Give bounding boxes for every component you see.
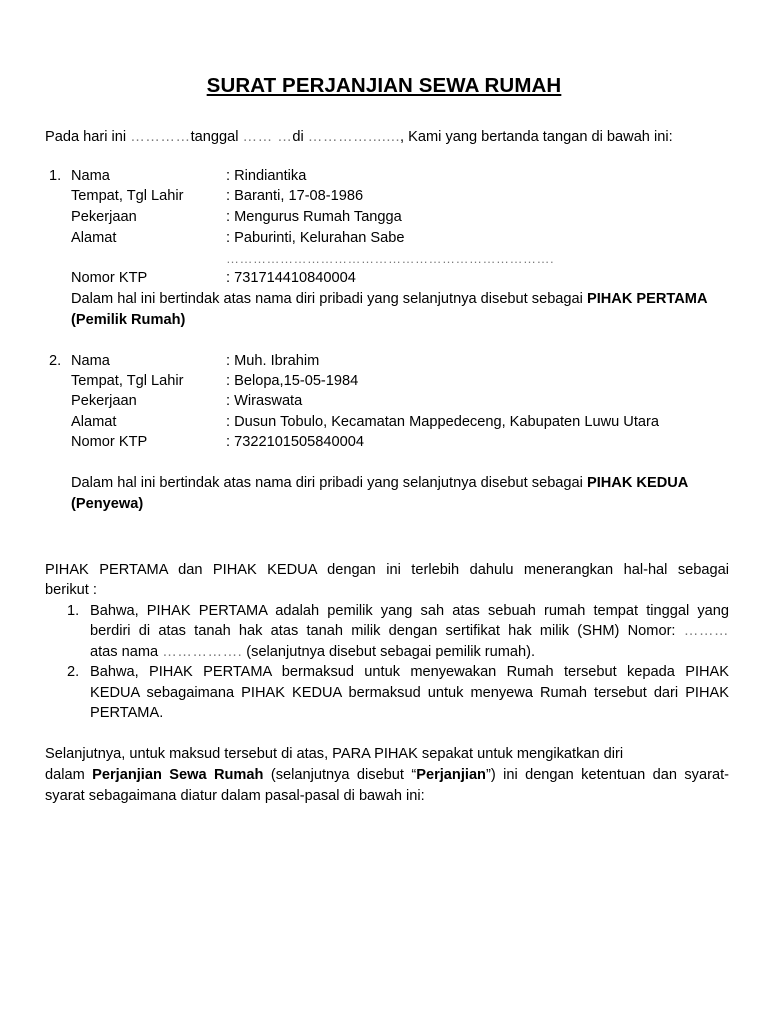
opening-mid1: tanggal <box>190 129 243 145</box>
party2-job-value: : Wiraswata <box>226 393 303 409</box>
point1-number: 1. <box>67 603 80 619</box>
party2-role: PIHAK KEDUA <box>586 475 689 491</box>
party1-name-value: : Rindiantika <box>226 168 307 184</box>
opening-post: , Kami yang bertanda tangan di bawah ini: <box>400 129 673 145</box>
shm-number-blank: ……… <box>683 623 729 639</box>
party1-statement-text: Dalam hal ini bertindak atas nama diri pribadi yang selanjutnya disebut sebagai <box>71 291 587 307</box>
party1-role-desc <box>71 310 185 330</box>
opening-pre: Pada hari ini <box>45 129 131 145</box>
point2-number: 2. <box>67 664 80 680</box>
party1-name-label: Nama <box>71 168 110 184</box>
party1-address-blank: ………………………………………………………………. <box>226 251 555 266</box>
party1-address-value: : Paburinti, Kelurahan Sabe <box>226 230 405 246</box>
point1-line2-text: berdiri di atas tanah hak atas tanah milik dengan sertifikat hak milik (SHM) Nomor: <box>90 623 684 639</box>
party1-role-desc-text: (Pemilik Rumah) <box>71 312 186 328</box>
point1-line1: Bahwa, PIHAK PERTAMA adalah pemilik yang sah atas sebuah rumah tempat tinggal yang <box>90 603 729 619</box>
party2-address-value: : Dusun Tobulo, Kecamatan Mappedeceng, Kabupaten Luwu Utara <box>226 414 659 430</box>
party2-birth-value: : Belopa,15-05-1984 <box>226 373 359 389</box>
closing-line3: syarat sebagaimana diatur dalam pasal-pasal di bawah ini: <box>45 788 425 804</box>
party1-ktp-label: Nomor KTP <box>71 270 148 286</box>
intro-line1: PIHAK PERTAMA dan PIHAK KEDUA dengan ini terlebih dahulu menerangkan hal-hal sebagai <box>45 562 729 578</box>
party2-statement <box>71 473 688 493</box>
agreement-name: Perjanjian Sewa Rumah <box>92 767 264 783</box>
party2-address-label: Alamat <box>71 414 117 430</box>
document-title: SURAT PERJANJIAN SEWA RUMAH <box>206 74 562 97</box>
point1-line3 <box>90 642 535 662</box>
party1-job-label: Pekerjaan <box>71 209 137 225</box>
party1-statement <box>71 289 708 309</box>
point2-line3: PERTAMA. <box>90 705 164 721</box>
date-blank: …… … <box>242 129 293 145</box>
agreement-short-name: Perjanjian <box>416 767 486 783</box>
point2-line2: KEDUA sebagaimana PIHAK KEDUA bermaksud untuk menyewa Rumah tersebut dari PIHAK <box>90 685 729 701</box>
party2-role-desc-text: (Penyewa) <box>71 496 144 512</box>
closing-line2-pre: dalam <box>45 767 93 783</box>
party1-job-value: : Mengurus Rumah Tangga <box>226 209 402 225</box>
point1-line3-text: atas nama <box>90 644 163 660</box>
party2-number: 2. <box>49 353 62 369</box>
closing-line2-mid: (selanjutnya disebut “ <box>263 767 417 783</box>
point1-line3-post: (selanjutnya disebut sebagai pemilik rumah). <box>242 644 536 660</box>
party2-role-desc <box>71 494 143 514</box>
owner-name-blank: ……………. <box>162 644 243 660</box>
closing-line2 <box>45 765 729 785</box>
party2-name-label: Nama <box>71 353 110 369</box>
closing-line2-post: ”) ini dengan ketentuan dan syarat- <box>485 767 729 783</box>
party2-statement-text: Dalam hal ini bertindak atas nama diri pribadi yang selanjutnya disebut sebagai <box>71 475 587 491</box>
place-blank: …………....... <box>307 129 401 145</box>
party1-birth-label: Tempat, Tgl Lahir <box>71 188 184 204</box>
opening-line <box>45 127 673 147</box>
intro-line2: berikut : <box>45 582 97 598</box>
day-blank: ………… <box>130 129 191 145</box>
party2-job-label: Pekerjaan <box>71 393 137 409</box>
party2-ktp-label: Nomor KTP <box>71 434 148 450</box>
point2-line1: Bahwa, PIHAK PERTAMA bermaksud untuk menyewakan Rumah tersebut kepada PIHAK <box>90 664 729 680</box>
party1-address-label: Alamat <box>71 230 117 246</box>
point1-line2 <box>90 621 729 641</box>
party2-name-value: : Muh. Ibrahim <box>226 353 320 369</box>
party2-ktp-value: : 7322101505840004 <box>226 434 364 450</box>
opening-mid2: di <box>292 129 308 145</box>
party1-ktp-value: : 731714410840004 <box>226 270 356 286</box>
party1-role: PIHAK PERTAMA <box>586 291 708 307</box>
party1-number: 1. <box>49 168 62 184</box>
party2-birth-label: Tempat, Tgl Lahir <box>71 373 184 389</box>
party1-birth-value: : Baranti, 17-08-1986 <box>226 188 364 204</box>
closing-line1: Selanjutnya, untuk maksud tersebut di atas, PARA PIHAK sepakat untuk mengikatkan diri <box>45 746 624 762</box>
